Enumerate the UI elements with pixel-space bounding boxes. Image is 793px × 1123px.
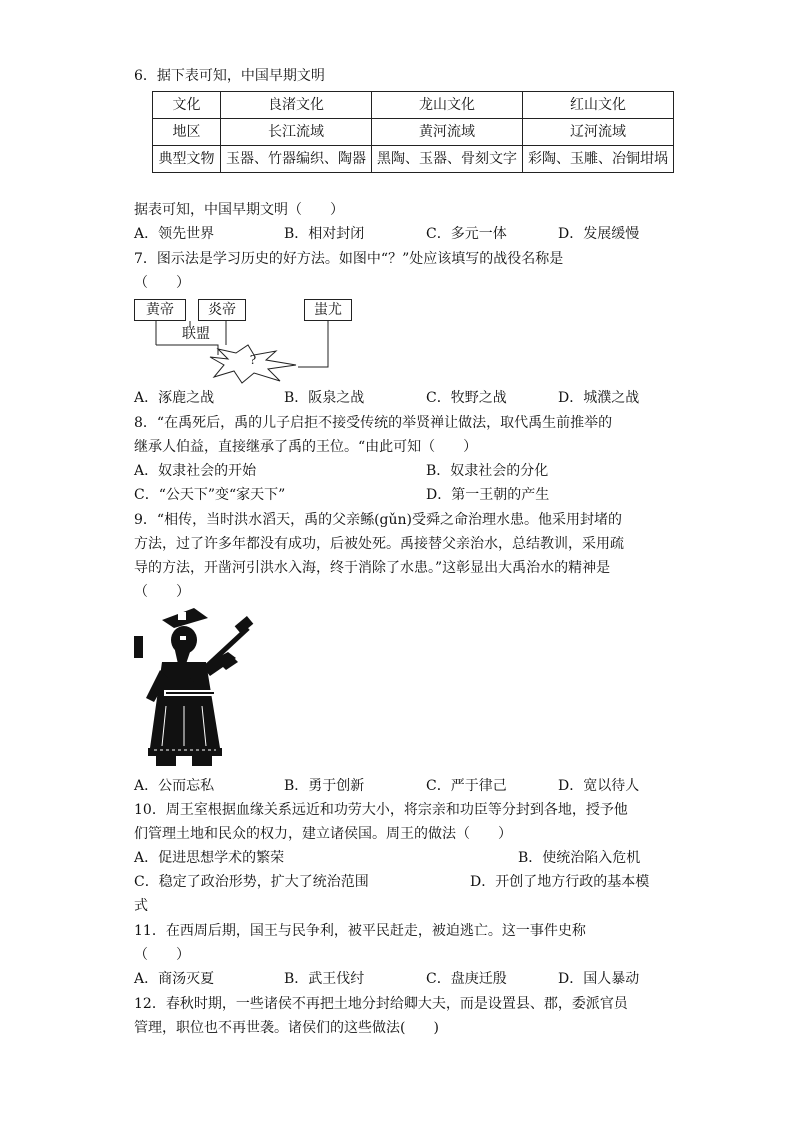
option-b[interactable]: B．勇于创新: [284, 778, 365, 794]
civilization-table: [152, 91, 674, 173]
option-c[interactable]: C．稳定了政治形势，扩大了统治范围: [134, 874, 369, 890]
option-b[interactable]: B．武王伐纣: [284, 971, 365, 987]
q8-line2: 继承人伯益，直接继承了禹的王位。“由此可知（ ）: [134, 439, 478, 455]
yandi-box: 炎帝: [198, 299, 246, 321]
q9-options: [134, 776, 674, 796]
table-cell: 彩陶、玉雕、冶铜坩埚: [523, 146, 674, 173]
table-cell: 黑陶、玉器、骨刻文字: [372, 146, 523, 173]
q8-options-row2: [134, 485, 674, 505]
table-cell: 红山文化: [523, 92, 674, 119]
table-cell: 长江流域: [221, 119, 372, 146]
huangdi-box: 黄帝: [134, 299, 186, 321]
dayu-figure-image: [132, 606, 254, 774]
option-a[interactable]: A．领先世界: [134, 226, 215, 242]
alliance-label: 联盟: [182, 326, 210, 342]
q9-line3: 导的方法，开凿河引洪水入海，终于消除了水患。”这彰显出大禹治水的精神是: [134, 560, 611, 576]
dayu-silhouette: [132, 606, 254, 774]
battle-diagram: [130, 297, 370, 385]
q9-line1: 9．“相传，当时洪水滔天，禹的父亲鲧(gǔn)受舜之命治理水患。他采用封堵的: [134, 512, 622, 528]
option-b[interactable]: B．相对封闭: [284, 226, 365, 242]
q10-line2: 们管理土地和民众的权力，建立诸侯国。周王的做法（ ）: [134, 826, 512, 842]
q7-paren: （ ）: [134, 275, 190, 291]
q11-options: [134, 969, 674, 989]
table-cell: 地区: [153, 119, 221, 146]
q12-line1: 12．春秋时期，一些诸侯不再把土地分封给卿大夫，而是设置县、郡，委派官员: [134, 996, 628, 1012]
q9-paren: （ ）: [134, 584, 190, 600]
option-d[interactable]: D．第一王朝的产生: [426, 487, 550, 503]
option-a[interactable]: A．奴隶社会的开始: [134, 463, 257, 479]
option-d[interactable]: D．城濮之战: [558, 390, 640, 406]
question-mark: ?: [249, 353, 257, 367]
q10-line1: 10．周王室根据血缘关系远近和功劳大小，将宗亲和功臣等分封到各地，授予他: [134, 802, 628, 818]
option-d[interactable]: D．开创了地方行政的基本模: [470, 874, 650, 890]
q11-line1: 11．在西周后期，国王与民争利，被平民赶走，被迫逃亡。这一事件史称: [134, 923, 586, 939]
q6-stem: 6．据下表可知，中国早期文明: [134, 68, 325, 84]
option-a[interactable]: A．商汤灭夏: [134, 971, 215, 987]
q11-paren: （ ）: [134, 947, 190, 963]
table-cell: 黄河流域: [372, 119, 523, 146]
table-row: [153, 146, 674, 173]
chiyou-box: 蚩尤: [304, 299, 352, 321]
option-d[interactable]: D．发展缓慢: [558, 226, 640, 242]
table-cell: 良渚文化: [221, 92, 372, 119]
table-cell: 文化: [153, 92, 221, 119]
table-cell: 典型文物: [153, 146, 221, 173]
table-cell: 辽河流域: [523, 119, 674, 146]
option-c[interactable]: C．牧野之战: [426, 390, 507, 406]
q12-line2: 管理，职位也不再世袭。诸侯们的这些做法( ): [134, 1020, 439, 1036]
q8-options-row1: [134, 461, 674, 481]
option-c[interactable]: C．“公天下”变“家天下”: [134, 487, 286, 503]
option-b[interactable]: B．使统治陷入危机: [518, 850, 641, 866]
q10-options-row2: [134, 872, 674, 892]
table-row: [153, 92, 674, 119]
option-b[interactable]: B．阪泉之战: [284, 390, 365, 406]
table-cell: 玉器、竹器编织、陶器: [221, 146, 372, 173]
option-c[interactable]: C．盘庚迁殷: [426, 971, 507, 987]
option-a[interactable]: A．涿鹿之战: [134, 390, 215, 406]
option-a[interactable]: A．促进思想学术的繁荣: [134, 850, 285, 866]
q7-stem: 7．图示法是学习历史的好方法。如图中“？”处应该填写的战役名称是: [134, 251, 564, 267]
q7-options: [134, 388, 674, 408]
option-a[interactable]: A．公而忘私: [134, 778, 215, 794]
table-cell: 龙山文化: [372, 92, 523, 119]
option-d[interactable]: D．宽以待人: [558, 778, 640, 794]
option-d[interactable]: D．国人暴动: [558, 971, 640, 987]
table-row: [153, 119, 674, 146]
option-c[interactable]: C．严于律己: [426, 778, 507, 794]
q6-options: [134, 224, 674, 244]
q10-wrap: 式: [134, 898, 148, 914]
option-c[interactable]: C．多元一体: [426, 226, 507, 242]
option-b[interactable]: B．奴隶社会的分化: [426, 463, 549, 479]
q10-options-row1: [134, 848, 674, 868]
q6-after: 据表可知，中国早期文明（ ）: [134, 202, 344, 218]
q8-line1: 8．“在禹死后，禹的儿子启拒不接受传统的举贤禅让做法，取代禹生前推举的: [134, 415, 613, 431]
q9-line2: 方法，过了许多年都没有成功，后被处死。禹接替父亲治水，总结教训，采用疏: [134, 536, 624, 552]
